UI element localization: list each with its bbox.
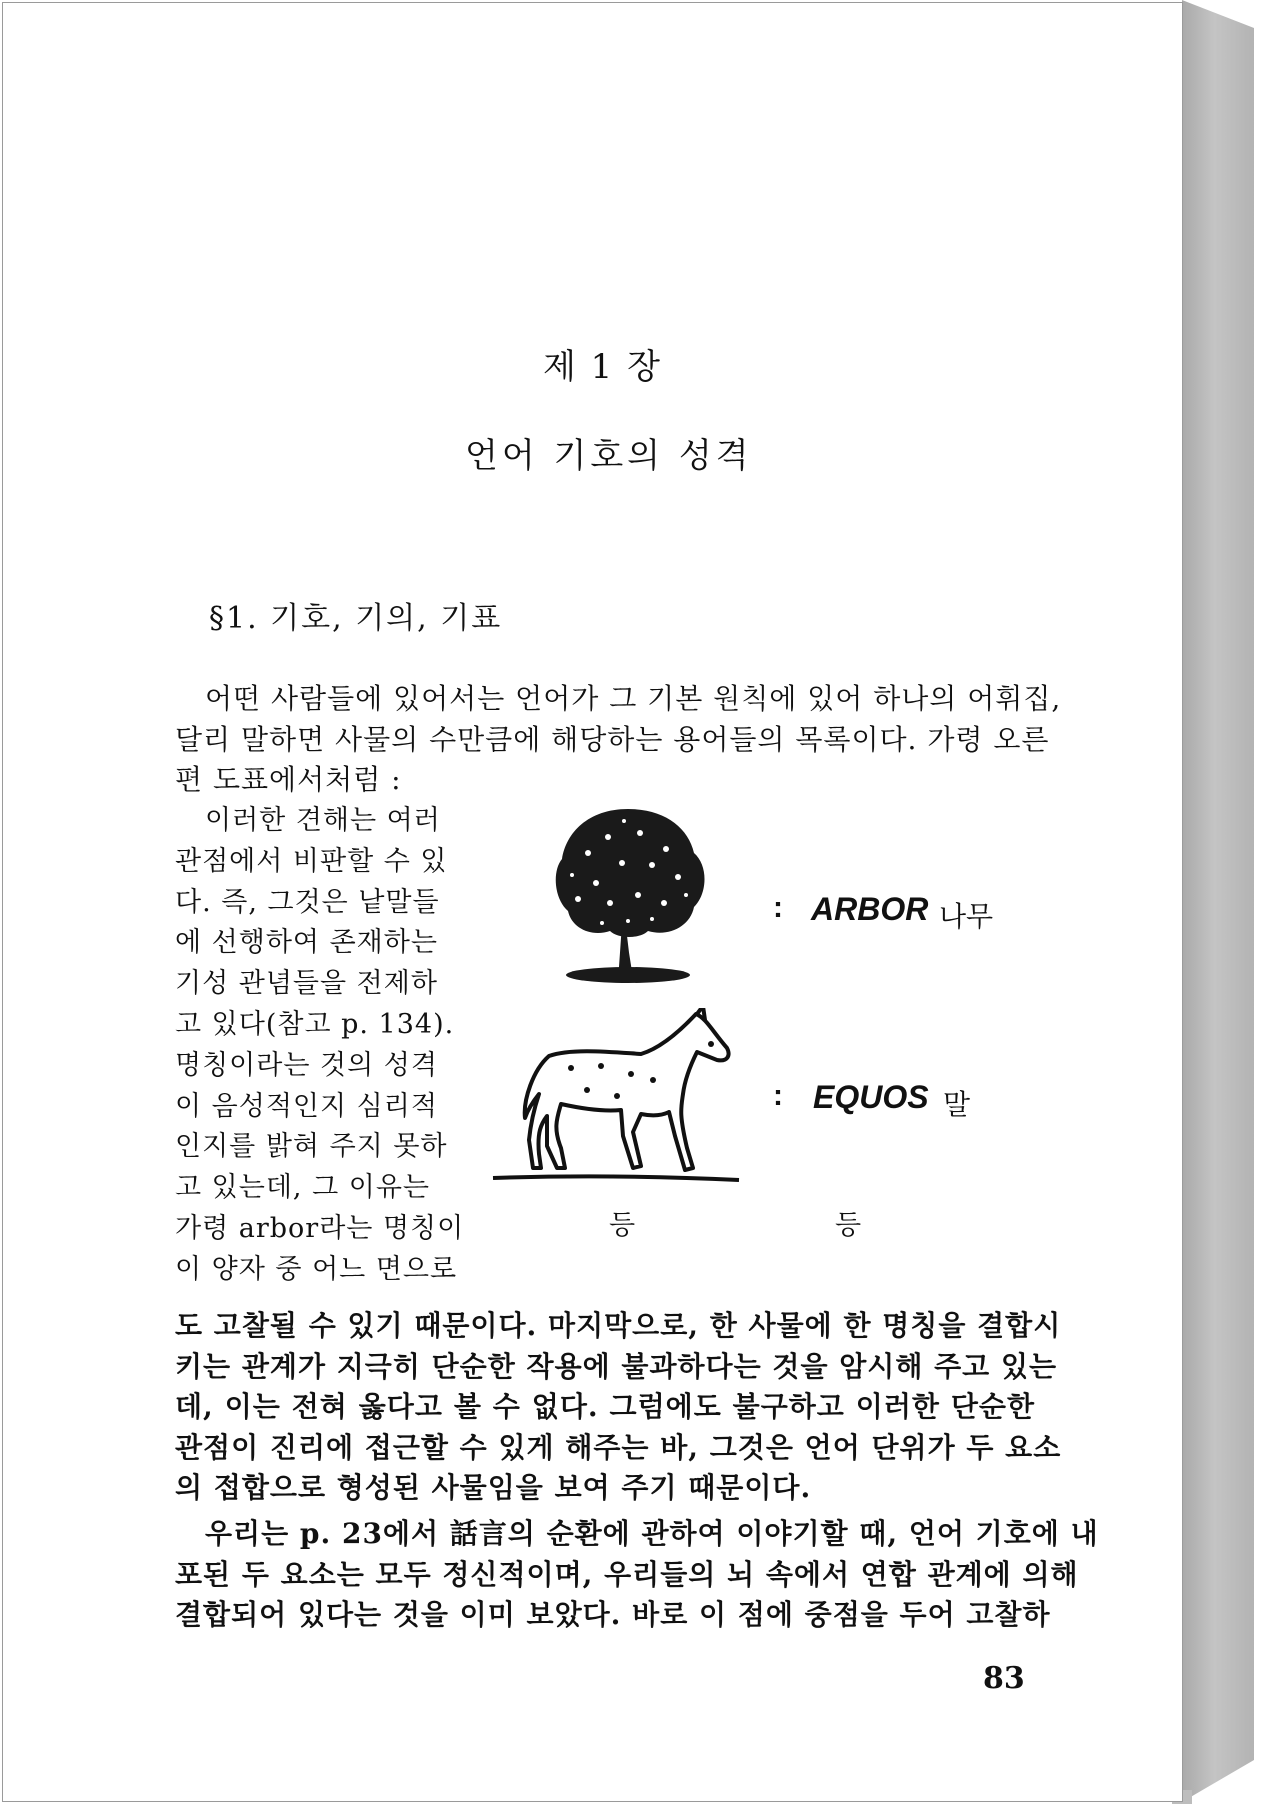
paragraph-2-line: 데, 이는 전혀 옳다고 볼 수 없다. 그럼에도 불구하고 이러한 단순한: [175, 1390, 1035, 1423]
etc-left-label: 등: [609, 1210, 636, 1241]
paragraph-1-line: 어떤 사람들에 있어서는 언어가 그 기본 원칙에 있어 하나의 어휘집,: [205, 682, 1062, 715]
paragraph-2-continued: [175, 1306, 1062, 1509]
horse-gloss-colon: :: [773, 1079, 783, 1112]
paragraph-2-line: 고 있는데, 그 이유는: [175, 1172, 430, 1204]
book-page: [2, 2, 1183, 1802]
book-side-edge: [1182, 0, 1254, 1802]
paragraph-2-line: 고 있다(참고 p. 134).: [175, 1008, 455, 1040]
paragraph-2-line: 인지를 밝혀 주지 못하: [175, 1131, 448, 1163]
paragraph-3: [175, 1514, 1099, 1636]
horse-illustration-icon: [491, 1008, 741, 1188]
paragraph-2-line: 에 선행하여 존재하는: [175, 927, 438, 959]
paragraph-2-line: 명칭이라는 것의 성격: [175, 1049, 438, 1081]
paragraph-1-line: 달리 말하면 사물의 수만큼에 해당하는 용어들의 목록이다. 가령 오른: [175, 722, 1050, 756]
paragraph-2-line: 도 고찰될 수 있기 때문이다. 마지막으로, 한 사물에 한 명칭을 결합시: [175, 1309, 1062, 1342]
horse-latin-term: EQUOS: [813, 1079, 929, 1115]
paragraph-2-line: 가령 arbor라는 명칭이: [175, 1212, 465, 1244]
paragraph-1-line: 편 도표에서처럼 :: [175, 763, 402, 796]
paragraph-1: [175, 679, 1062, 801]
horse-gloss-word: 말: [943, 1088, 971, 1121]
paragraph-2-line: 키는 관계가 지극히 단순한 작용에 불과하다는 것을 암시해 주고 있는: [175, 1349, 1058, 1383]
paragraph-2-line: 이 양자 중 어느 면으로: [175, 1253, 458, 1285]
paragraph-2-wrapped-column: [175, 801, 465, 1291]
paragraph-2-line: 이러한 견해는 여러: [205, 805, 441, 836]
tree-latin-term: ARBOR: [811, 891, 929, 927]
paragraph-3-line: 결합되어 있다는 것을 이미 보았다. 바로 이 점에 중점을 두어 고찰하: [175, 1598, 1051, 1631]
chapter-title: 언어 기호의 성격: [465, 436, 753, 476]
paragraph-2-line: 의 접합으로 형성된 사물임을 보여 주기 때문이다.: [175, 1471, 812, 1504]
tree-gloss-word: 나무: [939, 900, 994, 933]
tree-gloss-colon: :: [773, 891, 783, 924]
paragraph-3-line: 포된 두 요소는 모두 정신적이며, 우리들의 뇌 속에서 연합 관계에 의해: [175, 1557, 1079, 1591]
paragraph-2-line: 관점에서 비판할 수 있: [175, 845, 448, 877]
paragraph-2-line: 기성 관념들을 전제하: [175, 968, 438, 1000]
paragraph-2-line: 관점이 진리에 접근할 수 있게 해주는 바, 그것은 언어 단위가 두 요소: [175, 1430, 1062, 1464]
paragraph-2-line: 다. 즉, 그것은 낱말들: [175, 886, 440, 918]
chapter-number: 제 1 장: [543, 347, 662, 387]
paragraph-2-line: 이 음성적인지 심리적: [175, 1090, 438, 1122]
page-number: 83: [983, 1661, 1025, 1696]
section-heading: §1. 기호, 기의, 기표: [209, 601, 503, 636]
etc-right-label: 등: [835, 1210, 862, 1241]
paragraph-3-line: 우리는 p. 23에서 話言의 순환에 관하여 이야기할 때, 언어 기호에 내: [205, 1517, 1099, 1550]
tree-illustration-icon: [548, 803, 713, 983]
